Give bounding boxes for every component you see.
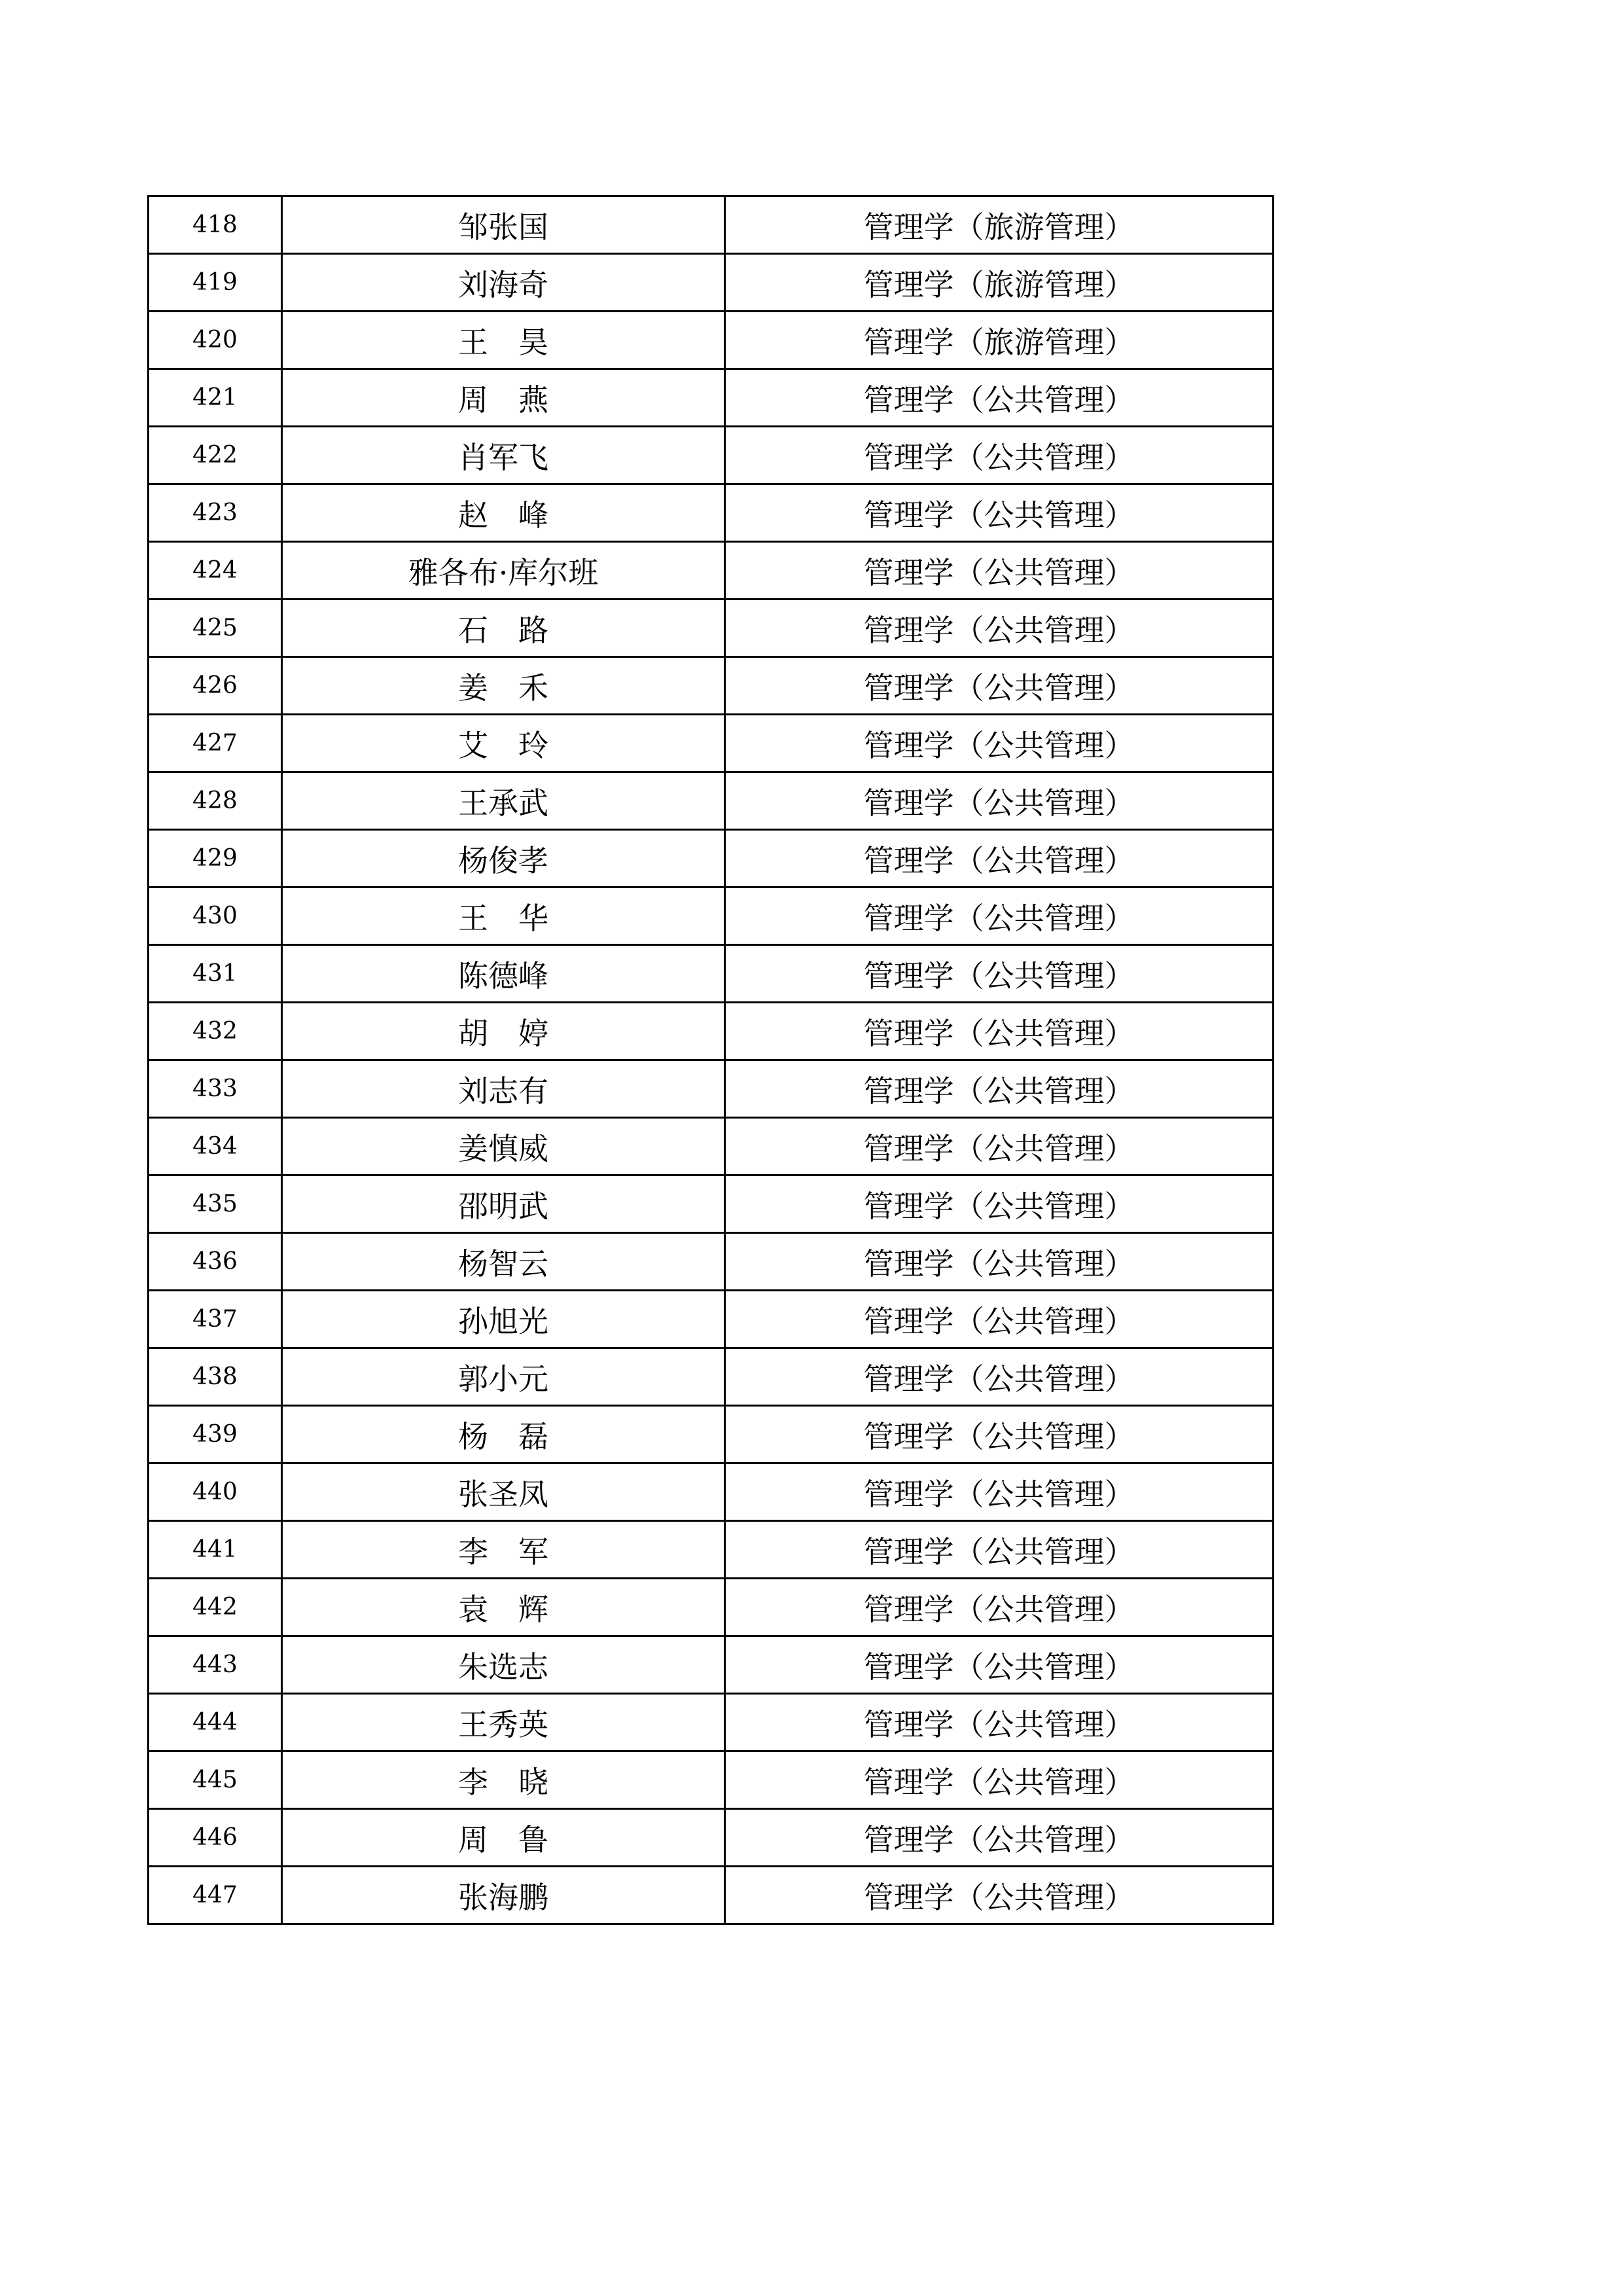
name-cell: 姜 禾 (282, 657, 725, 715)
row-number-cell: 444 (149, 1694, 282, 1751)
major-cell: 管理学（公共管理） (725, 772, 1274, 830)
row-number-cell: 443 (149, 1636, 282, 1694)
table-row (149, 196, 1274, 254)
name-cell: 陈德峰 (282, 945, 725, 1003)
row-number-cell: 439 (149, 1406, 282, 1463)
table-row (149, 1463, 1274, 1521)
row-number-cell: 436 (149, 1233, 282, 1291)
table-row (149, 1291, 1274, 1348)
table-row (149, 1175, 1274, 1233)
name-cell: 胡 婷 (282, 1003, 725, 1060)
name-cell: 杨 磊 (282, 1406, 725, 1463)
table-row (149, 772, 1274, 830)
name-cell: 石 路 (282, 600, 725, 657)
major-cell: 管理学（公共管理） (725, 830, 1274, 888)
major-cell: 管理学（公共管理） (725, 1751, 1274, 1809)
name-cell: 杨智云 (282, 1233, 725, 1291)
name-cell: 王秀英 (282, 1694, 725, 1751)
name-cell: 邹张国 (282, 196, 725, 254)
row-number-cell: 437 (149, 1291, 282, 1348)
table-row (149, 657, 1274, 715)
major-cell: 管理学（公共管理） (725, 484, 1274, 542)
row-number-cell: 446 (149, 1809, 282, 1867)
table-row (149, 1809, 1274, 1867)
name-cell: 邵明武 (282, 1175, 725, 1233)
major-cell: 管理学（公共管理） (725, 1521, 1274, 1579)
name-cell: 张圣凤 (282, 1463, 725, 1521)
name-cell: 张海鹏 (282, 1867, 725, 1924)
major-cell: 管理学（公共管理） (725, 715, 1274, 772)
major-cell: 管理学（旅游管理） (725, 312, 1274, 369)
major-cell: 管理学（公共管理） (725, 600, 1274, 657)
name-cell: 袁 辉 (282, 1579, 725, 1636)
major-cell: 管理学（公共管理） (725, 1809, 1274, 1867)
table-row (149, 542, 1274, 600)
row-number-cell: 422 (149, 427, 282, 484)
name-cell: 赵 峰 (282, 484, 725, 542)
row-number-cell: 420 (149, 312, 282, 369)
roster-table (147, 195, 1274, 1925)
name-cell: 刘志有 (282, 1060, 725, 1118)
row-number-cell: 440 (149, 1463, 282, 1521)
table-row (149, 1694, 1274, 1751)
major-cell: 管理学（公共管理） (725, 657, 1274, 715)
major-cell: 管理学（公共管理） (725, 945, 1274, 1003)
row-number-cell: 445 (149, 1751, 282, 1809)
row-number-cell: 431 (149, 945, 282, 1003)
major-cell: 管理学（公共管理） (725, 1175, 1274, 1233)
row-number-cell: 435 (149, 1175, 282, 1233)
major-cell: 管理学（公共管理） (725, 1636, 1274, 1694)
name-cell: 李 军 (282, 1521, 725, 1579)
name-cell: 王 华 (282, 888, 725, 945)
row-number-cell: 423 (149, 484, 282, 542)
major-cell: 管理学（公共管理） (725, 1579, 1274, 1636)
name-cell: 孙旭光 (282, 1291, 725, 1348)
table-row (149, 1867, 1274, 1924)
major-cell: 管理学（公共管理） (725, 1060, 1274, 1118)
table-row (149, 484, 1274, 542)
row-number-cell: 433 (149, 1060, 282, 1118)
table-row (149, 1118, 1274, 1175)
name-cell: 刘海奇 (282, 254, 725, 312)
row-number-cell: 441 (149, 1521, 282, 1579)
name-cell: 王 昊 (282, 312, 725, 369)
name-cell: 肖军飞 (282, 427, 725, 484)
row-number-cell: 424 (149, 542, 282, 600)
table-row (149, 369, 1274, 427)
name-cell: 郭小元 (282, 1348, 725, 1406)
row-number-cell: 429 (149, 830, 282, 888)
table-row (149, 600, 1274, 657)
row-number-cell: 434 (149, 1118, 282, 1175)
roster-table-body (149, 196, 1274, 1924)
major-cell: 管理学（公共管理） (725, 1233, 1274, 1291)
table-row (149, 427, 1274, 484)
table-row (149, 1003, 1274, 1060)
name-cell: 姜慎威 (282, 1118, 725, 1175)
row-number-cell: 425 (149, 600, 282, 657)
major-cell: 管理学（公共管理） (725, 1867, 1274, 1924)
name-cell: 周 鲁 (282, 1809, 725, 1867)
major-cell: 管理学（公共管理） (725, 1291, 1274, 1348)
major-cell: 管理学（公共管理） (725, 427, 1274, 484)
table-row (149, 715, 1274, 772)
row-number-cell: 421 (149, 369, 282, 427)
row-number-cell: 442 (149, 1579, 282, 1636)
name-cell: 朱选志 (282, 1636, 725, 1694)
row-number-cell: 430 (149, 888, 282, 945)
row-number-cell: 427 (149, 715, 282, 772)
table-row (149, 1348, 1274, 1406)
row-number-cell: 428 (149, 772, 282, 830)
table-row (149, 1751, 1274, 1809)
row-number-cell: 447 (149, 1867, 282, 1924)
table-row (149, 830, 1274, 888)
table-row (149, 1579, 1274, 1636)
name-cell: 王承武 (282, 772, 725, 830)
major-cell: 管理学（公共管理） (725, 369, 1274, 427)
table-row (149, 945, 1274, 1003)
major-cell: 管理学（公共管理） (725, 1118, 1274, 1175)
major-cell: 管理学（旅游管理） (725, 196, 1274, 254)
name-cell: 杨俊孝 (282, 830, 725, 888)
row-number-cell: 419 (149, 254, 282, 312)
table-row (149, 888, 1274, 945)
table-row (149, 1521, 1274, 1579)
table-row (149, 1406, 1274, 1463)
row-number-cell: 438 (149, 1348, 282, 1406)
table-row (149, 1636, 1274, 1694)
major-cell: 管理学（公共管理） (725, 1348, 1274, 1406)
major-cell: 管理学（旅游管理） (725, 254, 1274, 312)
name-cell: 雅各布·库尔班 (282, 542, 725, 600)
table-row (149, 312, 1274, 369)
name-cell: 艾 玲 (282, 715, 725, 772)
major-cell: 管理学（公共管理） (725, 1694, 1274, 1751)
row-number-cell: 426 (149, 657, 282, 715)
major-cell: 管理学（公共管理） (725, 542, 1274, 600)
name-cell: 李 晓 (282, 1751, 725, 1809)
table-row (149, 1060, 1274, 1118)
row-number-cell: 432 (149, 1003, 282, 1060)
table-row (149, 254, 1274, 312)
row-number-cell: 418 (149, 196, 282, 254)
name-cell: 周 燕 (282, 369, 725, 427)
table-row (149, 1233, 1274, 1291)
major-cell: 管理学（公共管理） (725, 1406, 1274, 1463)
major-cell: 管理学（公共管理） (725, 1003, 1274, 1060)
major-cell: 管理学（公共管理） (725, 888, 1274, 945)
major-cell: 管理学（公共管理） (725, 1463, 1274, 1521)
